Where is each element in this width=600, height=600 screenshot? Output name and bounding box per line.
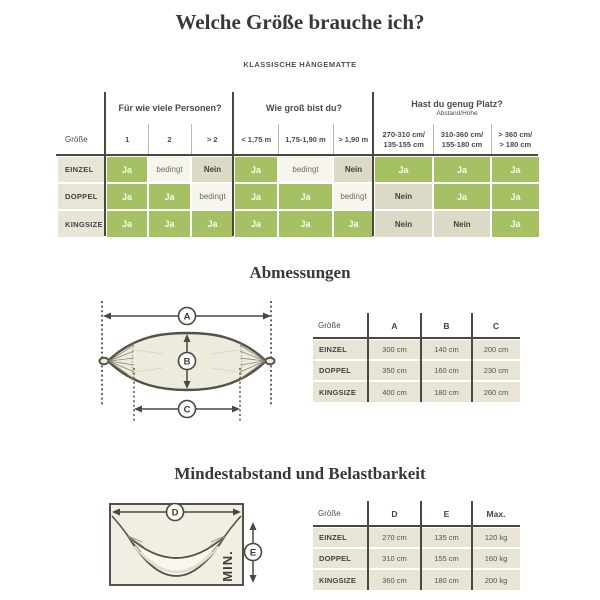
- size-row-label: DOPPEL: [313, 360, 368, 381]
- group-divider-line: [372, 92, 374, 236]
- column-header: B: [443, 320, 450, 331]
- hammock-side-view-diagram: [103, 500, 268, 595]
- group-label: Für wie viele Personen?: [118, 103, 222, 113]
- answer-cell: Ja: [106, 183, 148, 210]
- table-row-doppel: [57, 183, 539, 210]
- answer-cell: Ja: [433, 156, 491, 183]
- dimension-label-a: A: [183, 311, 191, 323]
- size-guide-table: [56, 92, 538, 236]
- answer-cell: Ja: [491, 156, 539, 183]
- value-cell: 260 cm: [472, 381, 520, 402]
- answer-cell: Ja: [333, 210, 374, 237]
- column-header: 2: [148, 123, 191, 156]
- table-row: [313, 548, 520, 569]
- corner-cell: [57, 93, 106, 123]
- answer-cell: bedingt: [278, 156, 333, 183]
- header-divider-line: [56, 154, 538, 156]
- column-header: Max.: [486, 508, 506, 519]
- table-row: [313, 339, 520, 360]
- value-cell: 180 cm: [421, 569, 472, 590]
- mindestabstand-table: [313, 501, 520, 590]
- abmessungen-table: [313, 313, 520, 402]
- group-label: Hast du genug Platz?: [411, 99, 503, 109]
- size-row-label: DOPPEL: [313, 548, 368, 569]
- column-divider-line: [471, 313, 473, 402]
- column-header: 1: [106, 123, 148, 156]
- group-header-space: [374, 93, 539, 123]
- section-subtitle: KLASSISCHE HÄNGEMATTE: [243, 60, 357, 69]
- mindestabstand-heading: Mindestabstand und Belastbarkeit: [174, 464, 426, 483]
- size-row-label: DOPPEL: [57, 183, 106, 210]
- answer-cell: Ja: [433, 183, 491, 210]
- column-divider-line: [420, 501, 422, 590]
- value-cell: 200 cm: [472, 339, 520, 360]
- group-header-persons: [106, 93, 234, 123]
- column-divider-line: [367, 501, 369, 590]
- column-header: > 1,90 m: [333, 123, 374, 156]
- table-row: [313, 569, 520, 590]
- answer-cell: Ja: [148, 210, 191, 237]
- dimension-arrow-a: [103, 308, 271, 325]
- size-row-label: KINGSIZE: [313, 569, 368, 590]
- value-cell: 180 cm: [421, 381, 472, 402]
- value-cell: 200 kg: [472, 569, 520, 590]
- header-divider-line: [313, 337, 520, 339]
- dimension-label-e: E: [249, 547, 257, 559]
- value-cell: 310 cm: [368, 548, 421, 569]
- answer-cell: Ja: [191, 210, 234, 237]
- size-column-header: Größe: [57, 123, 106, 156]
- answer-cell: Nein: [374, 183, 433, 210]
- table-row: [313, 360, 520, 381]
- value-cell: 160 kg: [472, 548, 520, 569]
- size-row-label: KINGSIZE: [313, 381, 368, 402]
- answer-cell: Ja: [278, 183, 333, 210]
- answer-cell: Ja: [234, 156, 278, 183]
- page-title: Welche Größe brauche ich?: [175, 10, 425, 34]
- value-cell: 400 cm: [368, 381, 421, 402]
- hammock-top-view-diagram: [95, 293, 280, 428]
- answer-cell: bedingt: [333, 183, 374, 210]
- value-cell: 155 cm: [421, 548, 472, 569]
- answer-cell: Ja: [148, 183, 191, 210]
- dimension-label-b: B: [183, 356, 191, 368]
- answer-cell: Ja: [106, 210, 148, 237]
- answer-cell: Nein: [433, 210, 491, 237]
- answer-cell: Nein: [191, 156, 234, 183]
- size-row-label: KINGSIZE: [57, 210, 106, 237]
- size-row-label: EINZEL: [57, 156, 106, 183]
- answer-cell: Nein: [333, 156, 374, 183]
- answer-cell: Nein: [374, 210, 433, 237]
- dimension-arrow-e: [245, 522, 262, 583]
- answer-cell: Ja: [106, 156, 148, 183]
- table-row-einzel: [57, 156, 539, 183]
- column-header: Größe: [318, 321, 341, 330]
- value-cell: 140 cm: [421, 339, 472, 360]
- group-sublabel: Abstand/Höhe: [436, 110, 478, 117]
- table-row: [313, 381, 520, 402]
- value-cell: 270 cm: [368, 527, 421, 548]
- value-cell: 120 kg: [472, 527, 520, 548]
- column-header: 310-360 cm/ 155-180 cm: [433, 123, 491, 156]
- column-header: 270-310 cm/ 135-155 cm: [374, 123, 433, 156]
- table-row-kingsize: [57, 210, 539, 237]
- min-label: MIN.: [220, 550, 235, 582]
- abmessungen-heading: Abmessungen: [249, 263, 351, 282]
- answer-cell: Ja: [491, 210, 539, 237]
- group-label: Wie groß bist du?: [266, 103, 342, 113]
- column-header: A: [391, 320, 398, 331]
- column-header: < 1,75 m: [234, 123, 278, 156]
- answer-cell: Ja: [234, 183, 278, 210]
- group-divider-line: [104, 92, 106, 236]
- dimension-label-d: D: [171, 507, 179, 519]
- column-header: > 360 cm/ > 180 cm: [491, 123, 539, 156]
- answer-cell: Ja: [374, 156, 433, 183]
- table-row: [313, 527, 520, 548]
- header-divider-line: [313, 525, 520, 527]
- value-cell: 160 cm: [421, 360, 472, 381]
- size-row-label: EINZEL: [313, 339, 368, 360]
- answer-cell: Ja: [491, 183, 539, 210]
- column-header: D: [391, 508, 398, 519]
- answer-cell: bedingt: [191, 183, 234, 210]
- value-cell: 300 cm: [368, 339, 421, 360]
- dimension-label-c: C: [183, 404, 191, 416]
- dimension-arrow-c: [134, 401, 240, 418]
- column-header: > 2: [191, 123, 234, 156]
- column-divider-line: [471, 501, 473, 590]
- column-divider-line: [420, 313, 422, 402]
- column-header: Größe: [318, 509, 341, 518]
- answer-cell: Ja: [234, 210, 278, 237]
- answer-cell: bedingt: [148, 156, 191, 183]
- value-cell: 135 cm: [421, 527, 472, 548]
- value-cell: 350 cm: [368, 360, 421, 381]
- column-divider-line: [367, 313, 369, 402]
- group-header-height: [234, 93, 374, 123]
- value-cell: 230 cm: [472, 360, 520, 381]
- value-cell: 360 cm: [368, 569, 421, 590]
- size-row-label: EINZEL: [313, 527, 368, 548]
- column-header: C: [492, 320, 500, 331]
- column-header: 1,75-1,90 m: [278, 123, 333, 156]
- answer-cell: Ja: [278, 210, 333, 237]
- column-header: E: [443, 508, 450, 519]
- group-divider-line: [232, 92, 234, 236]
